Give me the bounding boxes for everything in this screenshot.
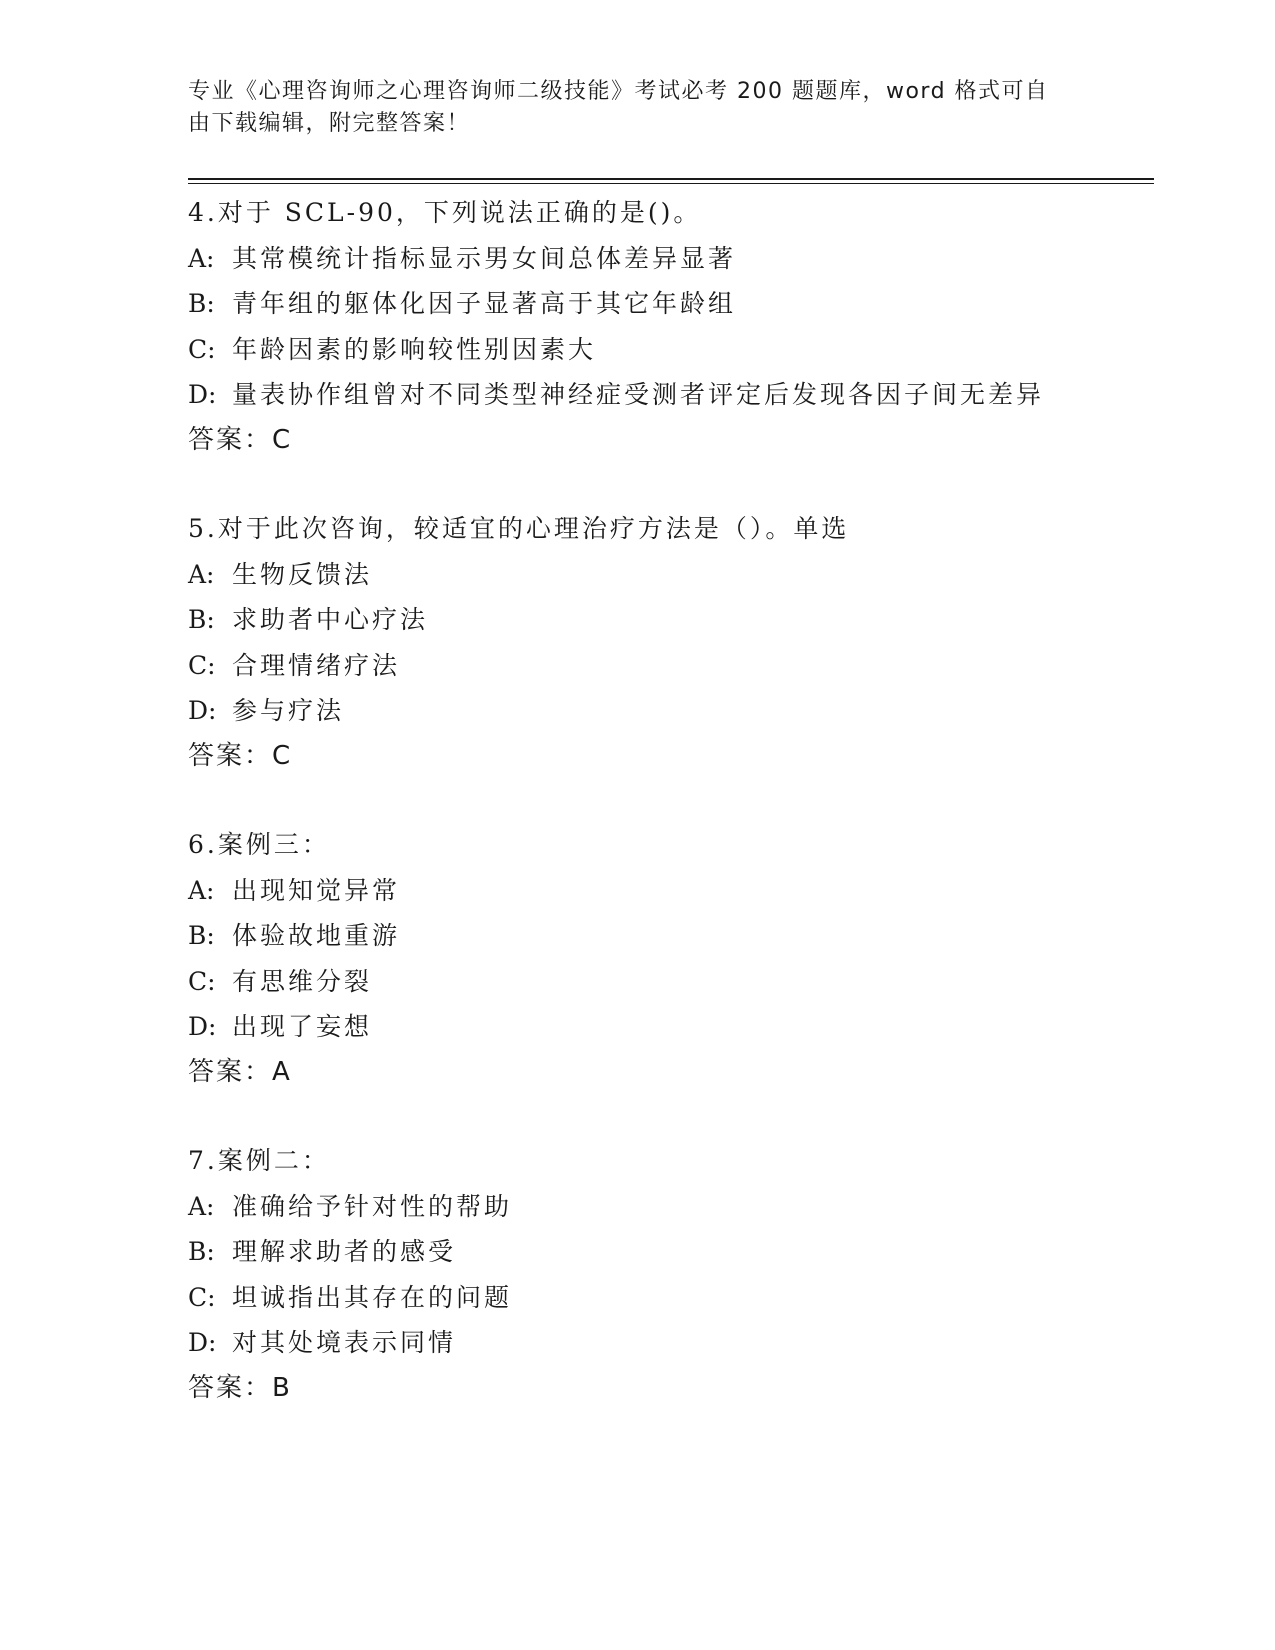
option-letter: B: (188, 605, 215, 634)
question-list (188, 190, 1188, 1454)
question-5 (188, 506, 1188, 779)
option-text: 准确给予针对性的帮助 (232, 1191, 513, 1221)
option-text: 其常模统计指标显示男女间总体差异显著 (232, 243, 737, 273)
option-letter: B: (188, 921, 215, 950)
option-a (188, 868, 1188, 914)
option-text: 合理情绪疗法 (232, 650, 401, 680)
option-letter: A: (188, 1191, 215, 1221)
option-d (188, 688, 1188, 734)
question-6 (188, 822, 1188, 1095)
answer-line: 答案：C (188, 740, 293, 771)
option-b (188, 1229, 1188, 1275)
option-letter: D: (188, 1012, 217, 1041)
question-7 (188, 1138, 1188, 1411)
option-letter: C: (188, 966, 216, 996)
option-b (188, 913, 1188, 959)
option-text: 有思维分裂 (232, 966, 373, 996)
question-stem: 7.案例二： (188, 1146, 330, 1175)
option-letter: C: (188, 650, 216, 680)
option-letter: B: (188, 1237, 215, 1266)
header-line-2: 由下载编辑，附完整答案！ (188, 111, 471, 136)
option-a (188, 552, 1188, 598)
option-text: 出现了妄想 (232, 1012, 373, 1041)
option-text: 对其处境表示同情 (232, 1328, 457, 1357)
document-header (188, 76, 1068, 140)
option-text: 求助者中心疗法 (232, 605, 429, 634)
option-c (188, 327, 1188, 373)
option-text: 年龄因素的影响较性别因素大 (232, 334, 597, 364)
option-c (188, 1275, 1188, 1321)
question-stem: 6.案例三： (188, 830, 330, 859)
option-text: 体验故地重游 (232, 921, 401, 950)
option-text: 量表协作组曾对不同类型神经症受测者评定后发现各因子间无差异 (232, 380, 1045, 409)
header-divider (188, 178, 1154, 184)
option-d (188, 1320, 1188, 1366)
option-b (188, 597, 1188, 643)
option-letter: A: (188, 559, 215, 589)
answer-line: 答案：C (188, 424, 293, 455)
option-letter: C: (188, 334, 216, 364)
option-text: 坦诚指出其存在的问题 (232, 1282, 513, 1312)
option-letter: A: (188, 243, 215, 273)
option-d (188, 372, 1188, 418)
option-letter: B: (188, 289, 215, 318)
option-b (188, 281, 1188, 327)
option-c (188, 643, 1188, 689)
option-letter: A: (188, 875, 215, 905)
header-line-1: 专业《心理咨询师之心理咨询师二级技能》考试必考 200 题题库，word 格式可自 (188, 79, 1049, 104)
option-d (188, 1004, 1188, 1050)
option-letter: D: (188, 1328, 217, 1357)
answer-line: 答案：A (188, 1056, 292, 1087)
question-stem: 4.对于 SCL-90，下列说法正确的是()。 (188, 198, 702, 227)
option-text: 青年组的躯体化因子显著高于其它年龄组 (232, 289, 737, 318)
question-4 (188, 190, 1188, 463)
option-text: 出现知觉异常 (232, 875, 401, 905)
option-text: 理解求助者的感受 (232, 1237, 457, 1266)
option-c (188, 959, 1188, 1005)
option-text: 生物反馈法 (232, 559, 373, 589)
answer-line: 答案：B (188, 1372, 292, 1403)
option-text: 参与疗法 (232, 696, 345, 725)
option-a (188, 1184, 1188, 1230)
option-letter: D: (188, 380, 217, 409)
option-letter: D: (188, 696, 217, 725)
option-a (188, 236, 1188, 282)
option-letter: C: (188, 1282, 216, 1312)
question-stem: 5.对于此次咨询，较适宜的心理治疗方法是（）。单选 (188, 514, 850, 543)
